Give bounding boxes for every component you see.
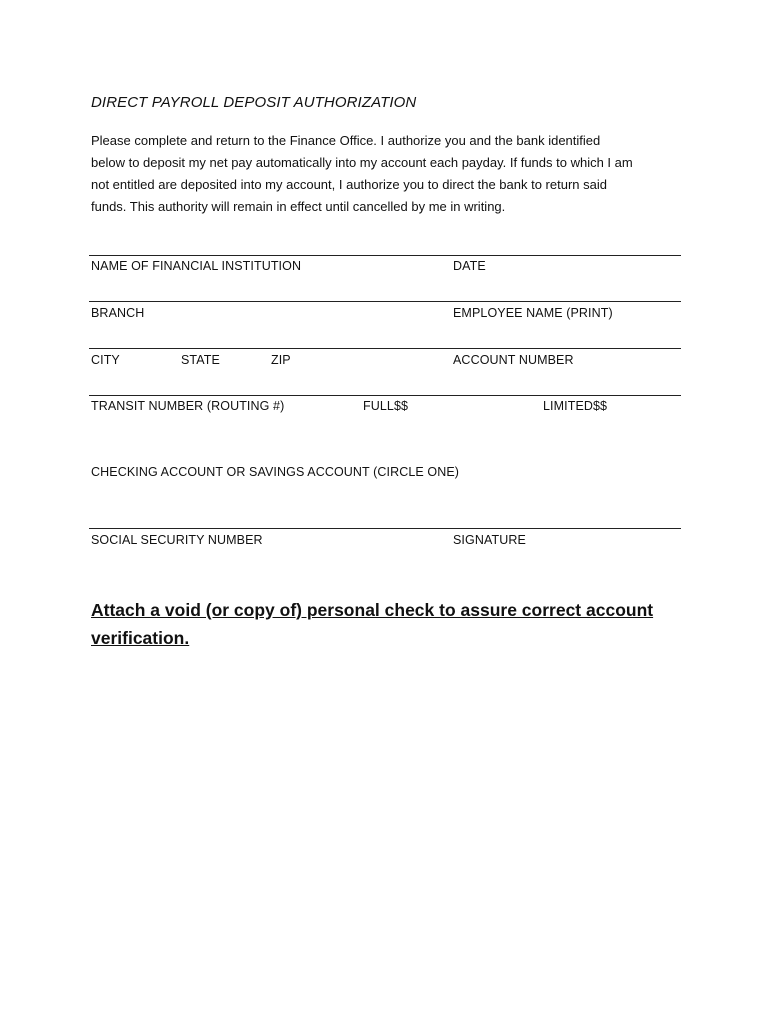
date-label: DATE — [453, 259, 486, 273]
field-line[interactable] — [89, 348, 681, 349]
account-type-label: CHECKING ACCOUNT OR SAVINGS ACCOUNT (CIRCLE ONE) — [91, 465, 460, 479]
paragraph-line: funds. This authority will remain in effect until cancelled by me in writing. — [91, 199, 506, 214]
full-amount-label: FULL$$ — [363, 399, 409, 413]
field-line[interactable] — [89, 255, 681, 256]
institution-label: NAME OF FINANCIAL INSTITUTION — [91, 259, 302, 273]
state-label: STATE — [181, 353, 220, 367]
employee-name-label: EMPLOYEE NAME (PRINT) — [453, 306, 613, 320]
field-line[interactable] — [89, 528, 681, 529]
account-number-label: ACCOUNT NUMBER — [453, 353, 574, 367]
paragraph-line: below to deposit my net pay automatically into my account each payday. If funds to which I am — [91, 155, 633, 170]
paragraph-line: not entitled are deposited into my account, I authorize you to direct the bank to return said — [91, 177, 607, 192]
notice-line: verification. — [91, 628, 190, 648]
field-line[interactable] — [89, 395, 681, 396]
signature-label: SIGNATURE — [453, 533, 526, 547]
paragraph-line: Please complete and return to the Finance Office. I authorize you and the bank identified — [91, 133, 601, 148]
ssn-label: SOCIAL SECURITY NUMBER — [91, 533, 263, 547]
branch-label: BRANCH — [91, 306, 145, 320]
authorization-paragraph — [91, 130, 691, 218]
transit-number-label: TRANSIT NUMBER (ROUTING #) — [91, 399, 285, 413]
city-label: CITY — [91, 353, 120, 367]
zip-label: ZIP — [271, 353, 291, 367]
form-title: DIRECT PAYROLL DEPOSIT AUTHORIZATION — [91, 94, 417, 111]
limited-amount-label: LIMITED$$ — [543, 399, 608, 413]
notice-line: Attach a void (or copy of) personal check to assure correct account — [91, 600, 654, 620]
field-line[interactable] — [89, 301, 681, 302]
attach-check-notice — [91, 596, 691, 652]
